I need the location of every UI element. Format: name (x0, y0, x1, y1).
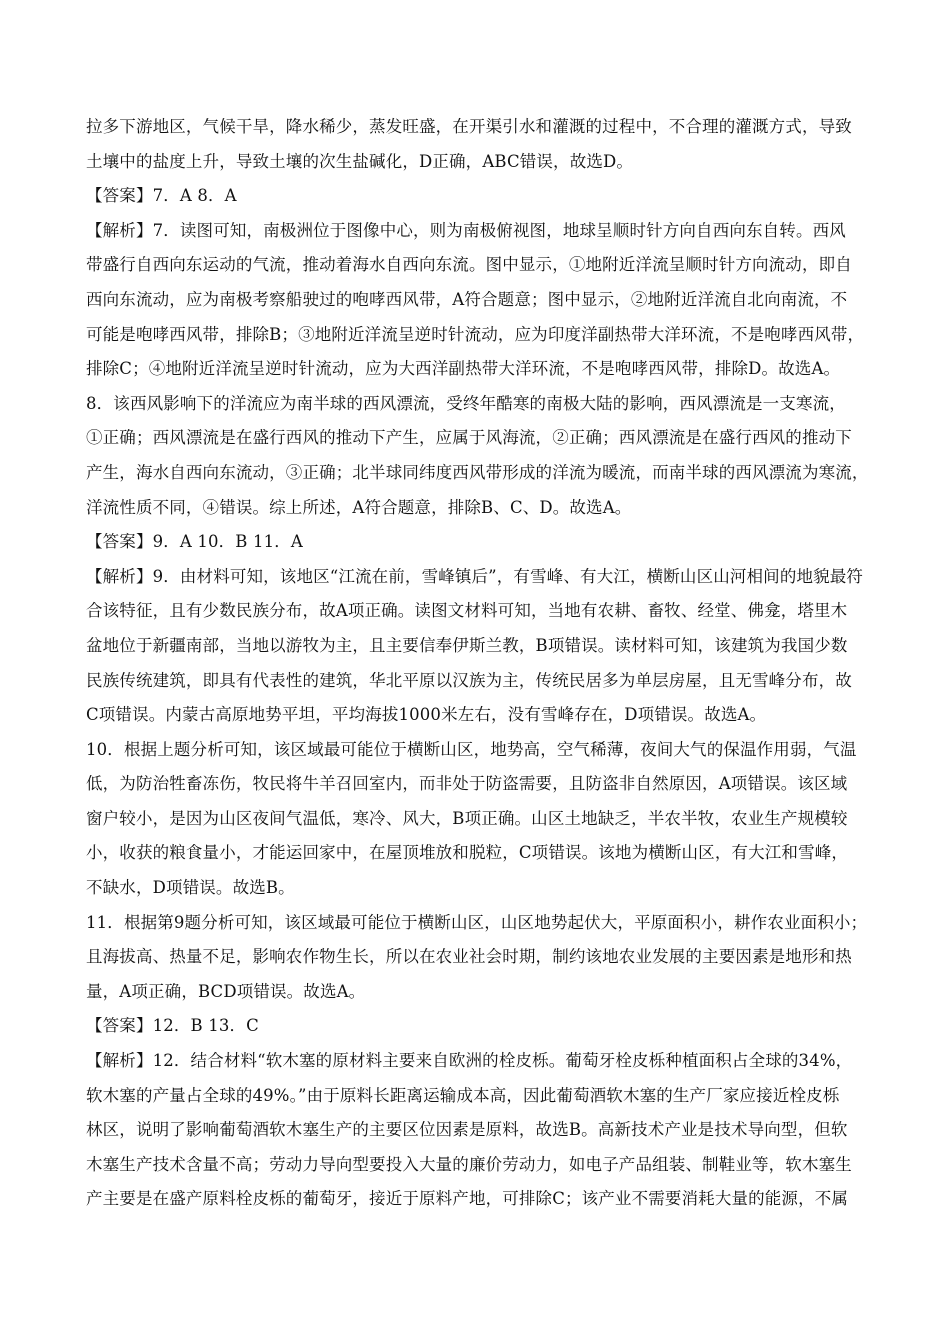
analysis-line: 【解析】12．结合材料“软木塞的原材料主要来自欧洲的栓皮栎。葡萄牙栓皮栎种植面积占全球的34%， (86, 1051, 853, 1071)
analysis-line: 【解析】9．由材料可知，该地区“江流在前，雪峰镇后”，有雪峰、有大江，横断山区山河相间的地貌最符 (86, 566, 864, 586)
text-line: 盆地位于新疆南部，当地以游牧为主，且主要信奉伊斯兰教，B项错误。读材料可知，该建筑为我国少数 (86, 635, 848, 655)
text-line: C项错误。内蒙古高原地势平坦，平均海拔1000米左右，没有雪峰存在，D项错误。故选A。 (86, 705, 767, 725)
text-line: 产生，海水自西向东流动，③正确；北半球同纬度西风带形成的洋流为暖流，而南半球的西风漂流为寒流， (86, 462, 869, 482)
answer-line: 【答案】9．A 10．B 11．A (86, 532, 303, 552)
text-line: 小，收获的粮食量小，才能运回家中，在屋顶堆放和脱粒，C项错误。该地为横断山区，有大江和雪峰， (86, 843, 849, 863)
text-line: 民族传统建筑，即具有代表性的建筑，华北平原以汉族为主，传统民居多为单层房屋，且无雪峰分布，故 (86, 670, 852, 690)
text-line: 8．该西风影响下的洋流应为南半球的西风漂流，受终年酷寒的南极大陆的影响，西风漂流是一支寒流， (86, 393, 846, 413)
text-line: 窗户较小，是因为山区夜间气温低，寒冷、风大，B项正确。山区土地缺乏，半农半牧，农业生产规模较 (86, 808, 848, 828)
text-line: 土壤中的盐度上升，导致土壤的次生盐碱化，D正确，ABC错误，故选D。 (86, 151, 634, 171)
text-line: 量，A项正确，BCD项错误。故选A。 (86, 981, 366, 1001)
text-line: 木塞生产技术含量不高；劳动力导向型要投入大量的廉价劳动力，如电子产品组装、制鞋业等，软木塞生 (86, 1154, 852, 1174)
text-line: 合该特征，且有少数民族分布，故A项正确。读图文材料可知，当地有农耕、畜牧、经堂、佛龛，塔里木 (86, 601, 848, 621)
text-line: ①正确；西风漂流是在盛行西风的推动下产生，应属于风海流，②正确；西风漂流是在盛行西风的推动下 (86, 428, 852, 448)
text-line: 西向东流动，应为南极考察船驶过的咆哮西风带，A符合题意；图中显示，②地附近洋流自北向南流，不 (86, 289, 848, 309)
text-line: 可能是咆哮西风带，排除B；③地附近洋流呈逆时针流动，应为印度洋副热带大洋环流，不是咆哮西风带， (86, 324, 865, 344)
text-line: 软木塞的产量占全球的49%。”由于原料长距离运输成本高，因此葡萄酒软木塞的生产厂家应接近栓皮栎 (86, 1085, 840, 1105)
analysis-line: 【解析】7．读图可知，南极洲位于图像中心，则为南极俯视图，地球呈顺时针方向自西向东自转。西风 (86, 220, 846, 240)
text-line: 不缺水，D项错误。故选B。 (86, 878, 295, 898)
text-line: 排除C；④地附近洋流呈逆时针流动，应为大西洋副热带大洋环流，不是咆哮西风带，排除D。故选A。 (86, 359, 841, 379)
text-line: 产主要是在盛产原料栓皮栎的葡萄牙，接近于原料产地，可排除C；该产业不需要消耗大量的能源，不属 (86, 1189, 849, 1209)
text-line: 林区，说明了影响葡萄酒软木塞生产的主要区位因素是原料，故选B。高新技术产业是技术导向型，但软 (86, 1120, 848, 1140)
document-page (86, 110, 876, 1217)
text-line: 且海拔高、热量不足，影响农作物生长，所以在农业社会时期，制约该地农业发展的主要因素是地形和热 (86, 947, 852, 967)
text-line: 11．根据第9题分析可知，该区域最可能位于横断山区，山区地势起伏大，平原面积小，耕作农业面积小； (86, 912, 868, 932)
text-line: 10．根据上题分析可知，该区域最可能位于横断山区，地势高，空气稀薄，夜间大气的保温作用弱，气温 (86, 739, 857, 759)
text-line: 洋流性质不同，④错误。综上所述，A符合题意，排除B、C、D。故选A。 (86, 497, 632, 517)
answer-line: 【答案】7．A 8．A (86, 186, 237, 206)
answer-line: 【答案】12．B 13．C (86, 1016, 259, 1036)
text-line: 拉多下游地区，气候干旱，降水稀少，蒸发旺盛，在开渠引水和灌溉的过程中，不合理的灌溉方式，导致 (86, 117, 852, 136)
text-line: 低，为防治牲畜冻伤，牧民将牛羊召回室内，而非处于防盗需要，且防盗非自然原因，A项错误。该区域 (86, 774, 848, 794)
text-line: 带盛行自西向东运动的气流，推动着海水自西向东流。图中显示，①地附近洋流呈顺时针方向流动，即自 (86, 255, 852, 275)
